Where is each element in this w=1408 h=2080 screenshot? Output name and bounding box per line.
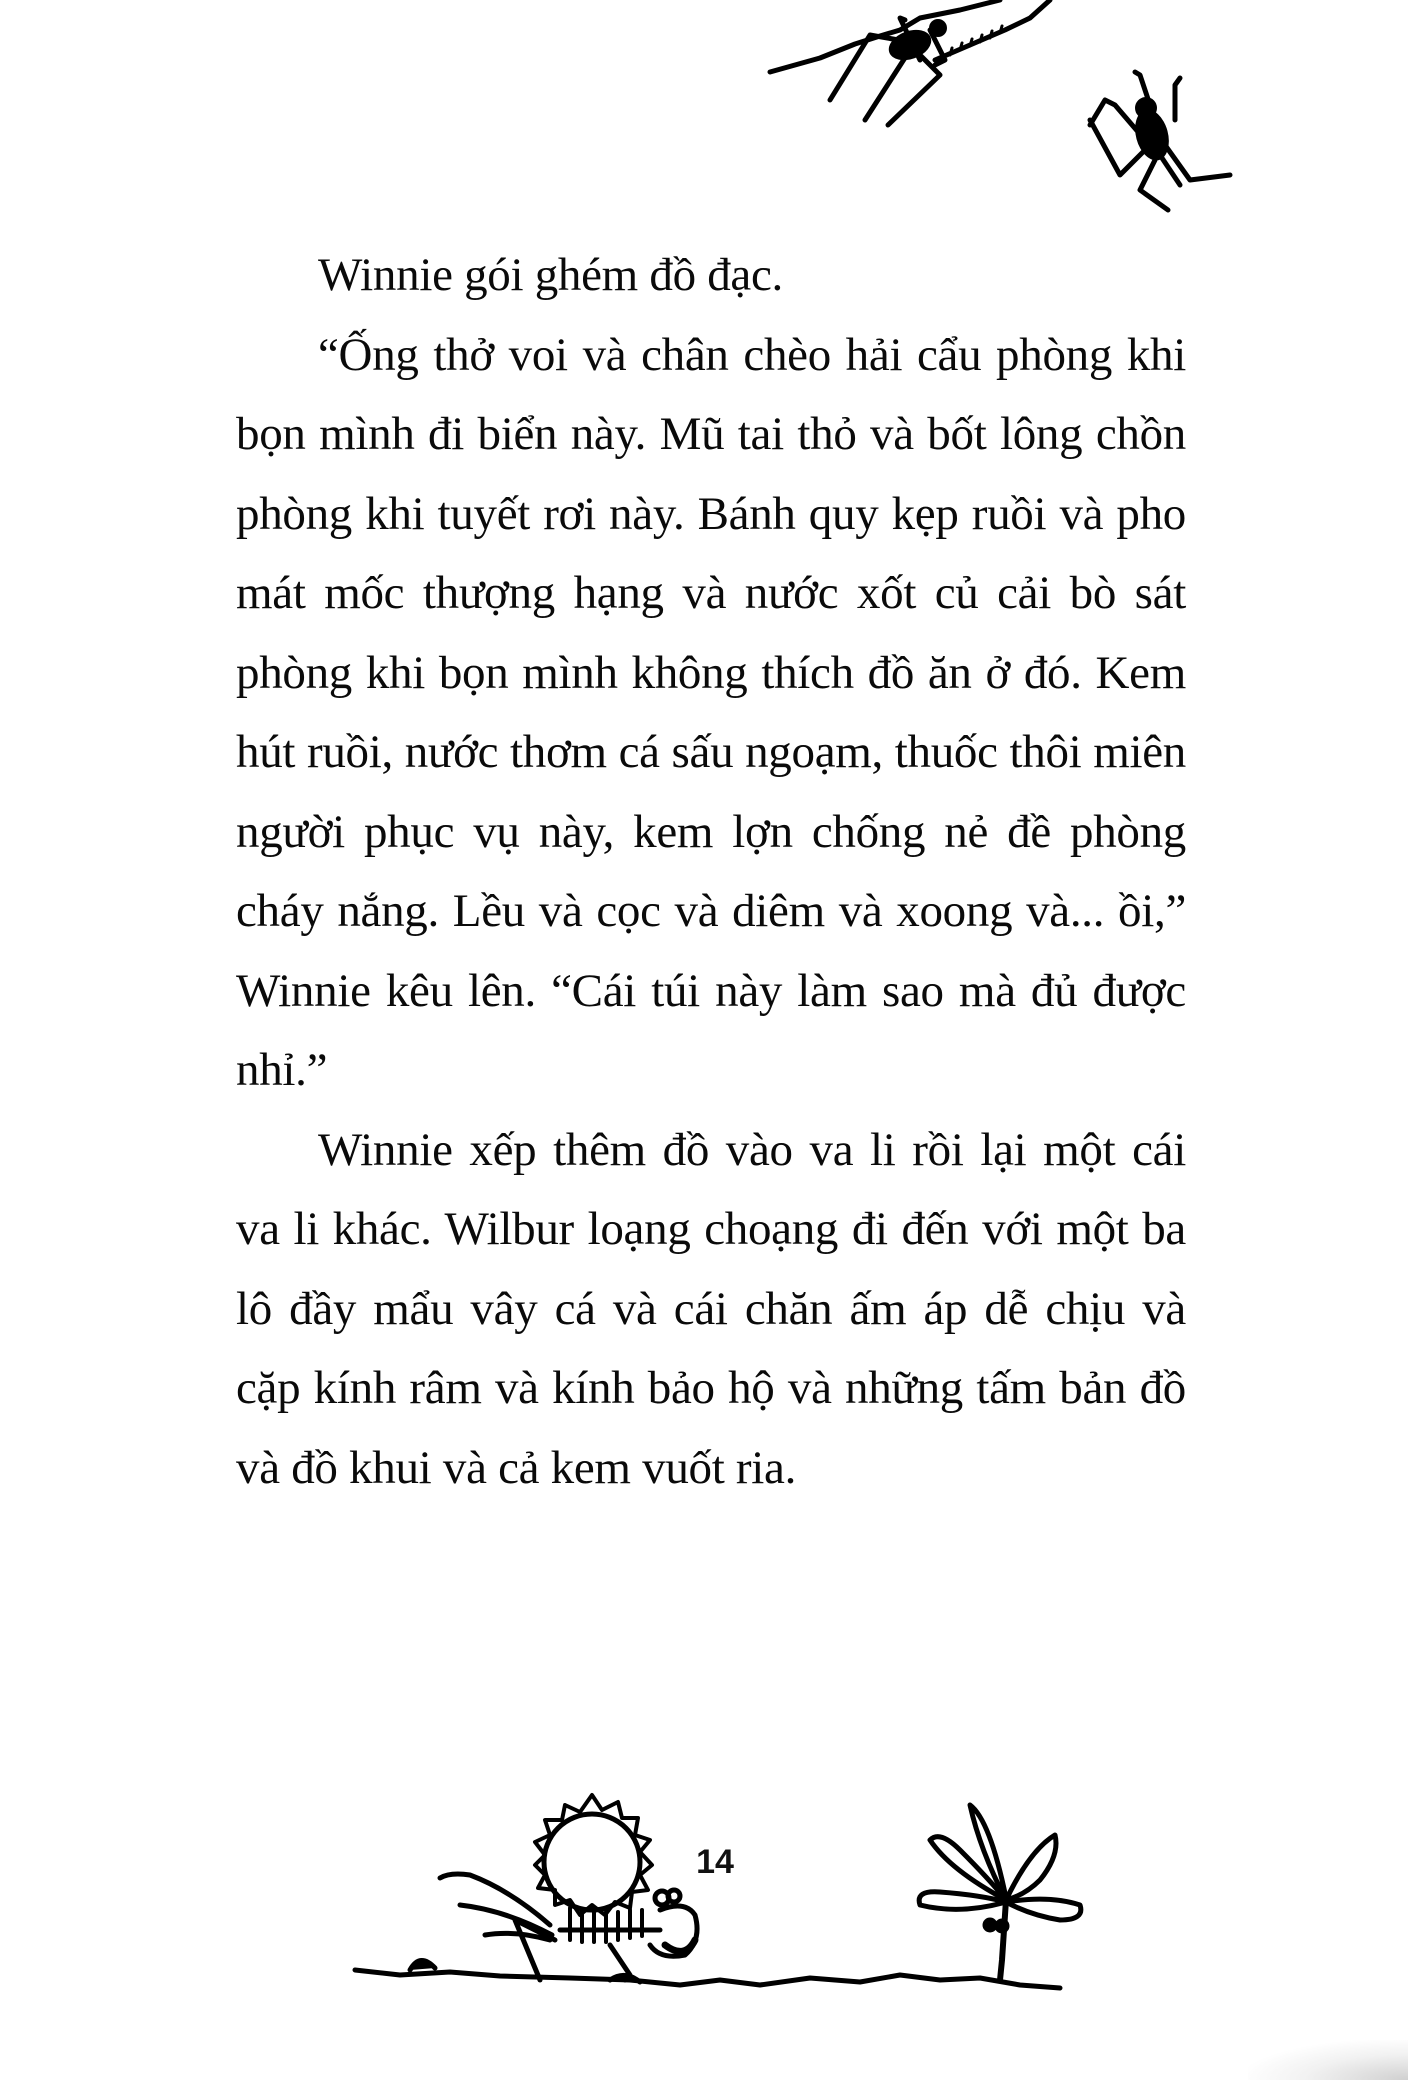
page-number: 14 [696, 1843, 734, 1881]
paragraph-2: “Ống thở voi và chân chèo hải cẩu phòng khi bọn mình đi biển này. Mũ tai thỏ và bốt lông chồn phòng khi tuyết rơi này. Bánh quy kẹp ruồi và pho mát mốc thượng hạng và nước xốt củ cải bò sát phòng khi bọn mình không thích đồ ăn ở đó. Kem hút ruồi, nước thơm cá sấu ngoạm, thuốc thôi miên người phục vụ này, kem lợn chống nẻ đề phòng cháy nắng. Lều và cọc và diêm và xoong và... ồi,” Winnie kêu lên. “Cái túi này làm sao mà đủ được nhỉ.” [236, 328, 1186, 1096]
paragraph-3: Winnie xếp thêm đồ vào va li rồi lại một cái va li khác. Wilbur loạng choạng đi đến với một ba lô đầy mẩu vây cá và cái chăn ấm áp dễ chịu và cặp kính râm và kính bảo hộ và những tấm bản đồ và đồ khui và cả kem vuốt ria. [236, 1123, 1186, 1494]
paragraph-1: Winnie gói ghém đồ đạc. [318, 249, 784, 301]
scan-corner-shadow [1248, 2040, 1408, 2080]
creature-palm-illustration [340, 1780, 1120, 2020]
spiders-illustration [760, 0, 1240, 220]
story-text [236, 236, 1186, 1508]
